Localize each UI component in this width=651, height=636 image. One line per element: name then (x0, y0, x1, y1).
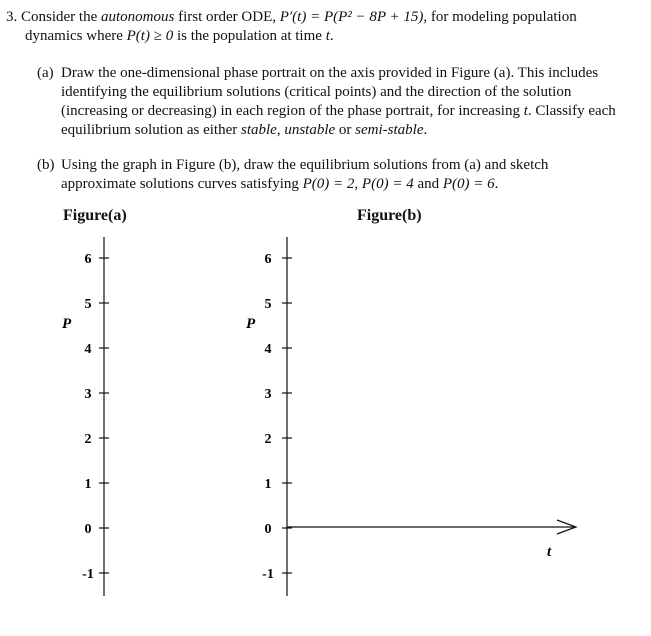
figure-b-tick-label: -1 (262, 567, 274, 582)
text: . (329, 28, 334, 44)
term-unstable: unstable (284, 122, 336, 138)
condition: P(t) ≥ 0 (126, 28, 174, 44)
text: Consider the (21, 9, 101, 25)
figure-b-tick-label: 2 (264, 432, 272, 447)
ode-equation: P′(t) = P(P² − 8P + 15) (279, 9, 424, 25)
figure-a-phase-line (62, 237, 109, 596)
part-a-line-2: identifying the equilibrium solutions (critical points) and the direction of the solution (61, 84, 572, 100)
var-t: t (523, 103, 528, 119)
figure-b-graph (246, 237, 576, 596)
term-semi-stable: semi-stable (355, 122, 424, 138)
figure-b-tick-label: 1 (264, 477, 272, 492)
text: , for modeling population (423, 9, 577, 25)
var-t: t (325, 28, 330, 44)
initial-condition-2: P(0) = 4 (361, 176, 414, 192)
initial-condition-1: P(0) = 2 (302, 176, 355, 192)
part-a-line-1: Draw the one-dimensional phase portrait on the axis provided in Figure (a). This includes (61, 65, 599, 81)
figure-b-tick-label: 0 (264, 522, 272, 537)
figure-a-tick-label: -1 (82, 567, 94, 582)
figure-b-tick-label: 4 (264, 342, 272, 357)
figure-b-time-label: t (547, 544, 552, 560)
part-a-label: (a) (37, 65, 54, 81)
text: (increasing or decreasing) in each region of the phase portrait, for increasing (61, 103, 524, 119)
text: equilibrium solution as either (61, 122, 241, 138)
figure-a-tick-label: 3 (84, 387, 92, 402)
text: , (354, 176, 362, 192)
text: approximate solutions curves satisfying (61, 176, 303, 192)
text: dynamics where (25, 28, 127, 44)
figure-b-title: Figure(b) (357, 207, 422, 224)
problem-number: 3. (6, 9, 18, 25)
initial-condition-3: P(0) = 6 (442, 176, 495, 192)
figure-a-tick-label: 5 (84, 297, 92, 312)
text: . (423, 122, 428, 138)
part-b-line-1: Using the graph in Figure (b), draw the equilibrium solutions from (a) and sketch (61, 157, 549, 173)
text: or (335, 122, 356, 138)
part-b-label: (b) (37, 157, 55, 173)
figure-b-axis-label: P (246, 316, 256, 332)
figure-a-tick-label: 1 (84, 477, 92, 492)
emphasis-autonomous: autonomous (101, 9, 175, 25)
figure-a-axis-label: P (62, 316, 72, 332)
text: . Classify each (527, 103, 616, 119)
figure-b-tick-label: 5 (264, 297, 272, 312)
text: first order ODE, (174, 9, 280, 25)
text: and (413, 176, 443, 192)
figure-a-tick-label: 4 (84, 342, 92, 357)
term-stable: stable (240, 122, 277, 138)
figure-b-tick-label: 6 (264, 252, 272, 267)
figure-a-tick-label: 0 (84, 522, 92, 537)
figure-b-tick-label: 3 (264, 387, 272, 402)
figure-a-tick-label: 2 (84, 432, 92, 447)
text: . (494, 176, 499, 192)
figure-a-title: Figure(a) (63, 207, 127, 224)
text: , (276, 122, 285, 138)
figure-a-tick-label: 6 (84, 252, 92, 267)
text: is the population at time (173, 28, 326, 44)
